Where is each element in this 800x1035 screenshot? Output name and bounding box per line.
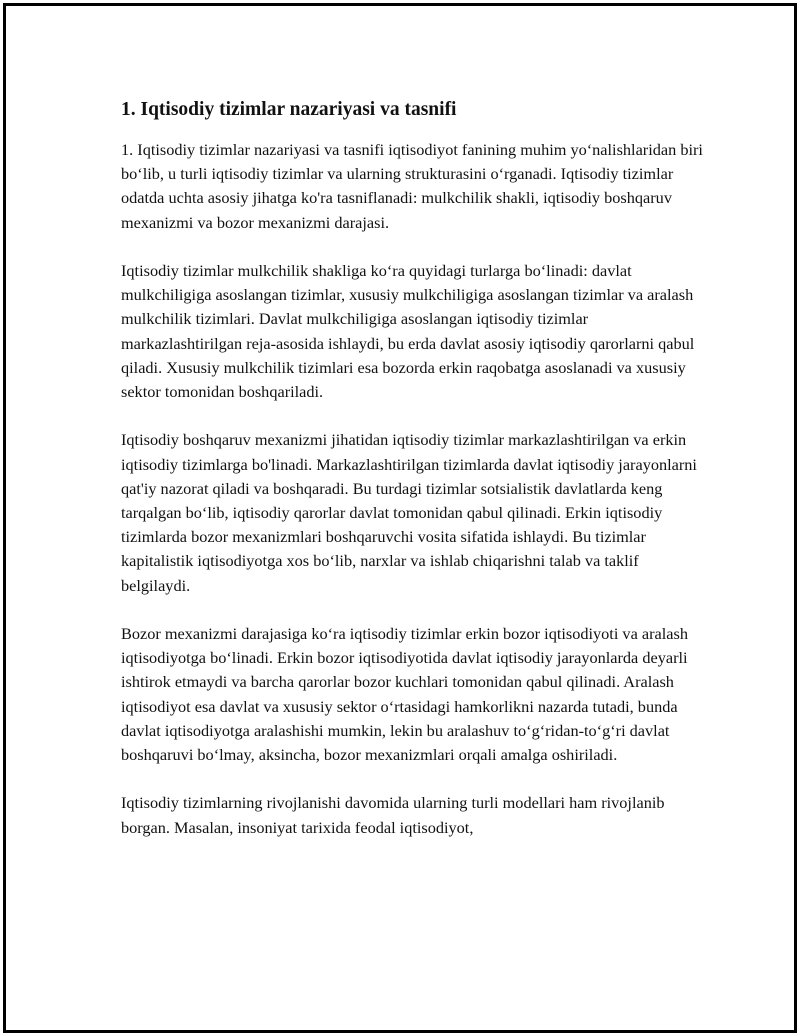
document-page xyxy=(3,3,797,1033)
paragraph-market: Bozor mexanizmi darajasiga ko‘ra iqtisodiy tizimlar erkin bozor iqtisodiyoti va aralash iqtisodiyotga bo‘linadi. Erkin bozor iqtisodiyotida davlat iqtisodiy jarayonlarda deyarli ishtirok etmaydi va barcha qarorlar bozor kuchlari tomonidan qabul qilinadi. Aralash iqtisodiyot esa davlat va xususiy sektor o‘rtasidagi hamkorlikni nazarda tutadi, bunda davlat iqtisodiyotga aralashishi mumkin, lekin bu aralashuv to‘g‘ridan-to‘g‘ri davlat boshqaruvi bo‘lmay, aksincha, bozor mexanizmlari orqali amalga oshiriladi. xyxy=(121,624,688,765)
paragraph-ownership: Iqtisodiy tizimlar mulkchilik shakliga ko‘ra quyidagi turlarga bo‘linadi: davlat mulkchiligiga asoslangan tizimlar, xususiy mulkchiligiga asoslangan tizimlar va aralash mulkchilik tizimlari. Davlat mulkchiligiga asoslangan iqtisodiy tizimlar markazlashtirilgan reja-asosida ishlaydi, bu erda davlat asosiy iqtisodiy qarorlarni qabul qiladi. Xususiy mulkchilik tizimlari esa bozorda erkin raqobatga asoslanadi va xususiy sektor tomonidan boshqariladi. xyxy=(121,261,695,402)
document-title: 1. Iqtisodiy tizimlar nazariyasi va tasnifi xyxy=(121,99,457,120)
paragraph-management: Iqtisodiy boshqaruv mexanizmi jihatidan iqtisodiy tizimlar markazlashtirilgan va erkin iqtisodiy tizimlarga bo'linadi. Markazlashtirilgan tizimlarda davlat iqtisodiy jarayonlarni qat'iy nazorat qiladi va boshqaradi. Bu turdagi tizimlar sotsialistik davlatlarda keng tarqalgan bo‘lib, iqtisodiy qarorlar davlat tomonidan qabul qilinadi. Erkin iqtisodiy tizimlarda bozor mexanizmlari boshqaruvchi vosita sifatida ishlaydi. Bu tizimlar kapitalistik iqtisodiyotga xos bo‘lib, narxlar va ishlab chiqarishni talab va taklif belgilaydi. xyxy=(121,430,697,595)
paragraph-intro: 1. Iqtisodiy tizimlar nazariyasi va tasnifi iqtisodiyot fanining muhim yo‘nalishlaridan biri bo‘lib, u turli iqtisodiy tizimlar va ularning strukturasini o‘rganadi. Iqtisodiy tizimlar odatda uchta asosiy jihatga ko'ra tasniflanadi: mulkchilik shakli, iqtisodiy boshqaruv mexanizmi va bozor mexanizmi darajasi. xyxy=(121,140,703,232)
paragraph-development: Iqtisodiy tizimlarning rivojlanishi davomida ularning turli modellari ham rivojlanib borgan. Masalan, insoniyat tarixida feodal iqtisodiyot, xyxy=(121,793,665,837)
document-body xyxy=(121,96,711,840)
